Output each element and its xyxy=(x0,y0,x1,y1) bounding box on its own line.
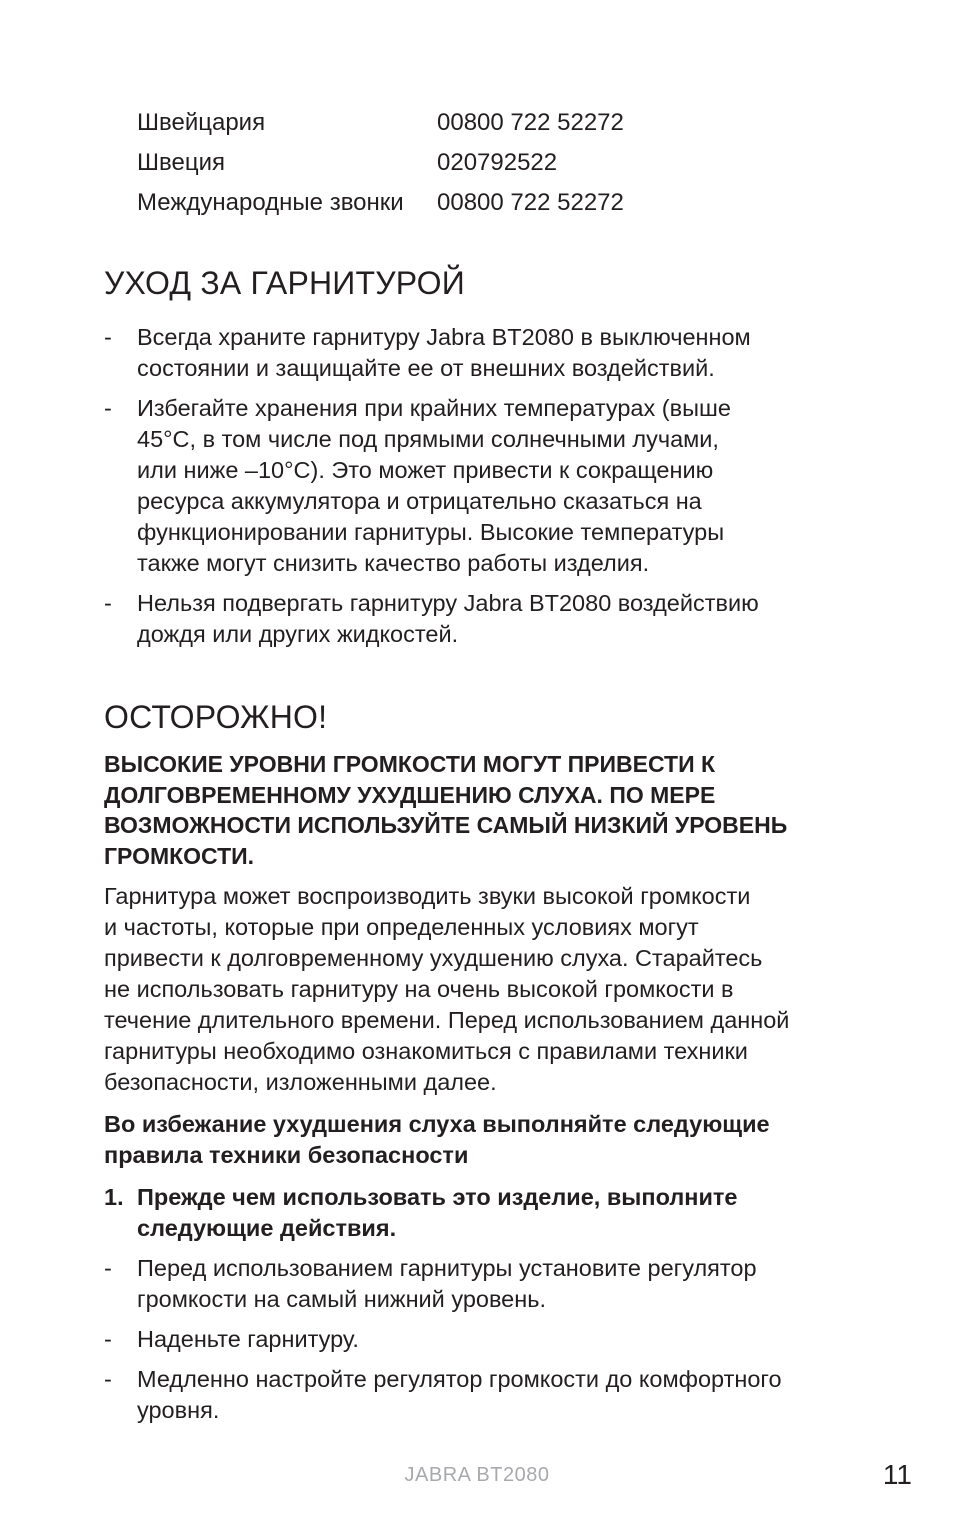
warning-line: ВЫСОКИЕ УРОВНИ ГРОМКОСТИ МОГУТ ПРИВЕСТИ К xyxy=(104,751,716,777)
caution-section-title: ОСТОРОЖНО! xyxy=(104,699,328,735)
safety-steps-list xyxy=(104,1182,864,1426)
list-item xyxy=(104,393,864,579)
list-line: ресурса аккумулятора и отрицательно сказаться на xyxy=(137,488,702,514)
warning-line: ГРОМКОСТИ. xyxy=(104,842,255,869)
paragraph-line: не использовать гарнитуру на очень высокой громкости в xyxy=(104,976,734,1002)
list-line: состоянии и защищайте ее от внешних воздействий. xyxy=(137,355,715,381)
list-line: Наденьте гарнитуру. xyxy=(137,1326,359,1352)
contact-country: Швейцария xyxy=(137,109,266,136)
paragraph-line: течение длительного времени. Перед использованием данной xyxy=(104,1007,790,1033)
list-line: функционировании гарнитуры. Высокие температуры xyxy=(137,519,725,545)
list-line: Перед использованием гарнитуры установите регулятор xyxy=(137,1255,757,1281)
contact-phone: 020792522 xyxy=(437,149,558,176)
list-line: Нельзя подвергать гарнитуру Jabra BT2080 воздействию xyxy=(137,590,759,616)
list-line: громкости на самый нижний уровень. xyxy=(137,1286,547,1312)
step-number: 1. xyxy=(104,1184,124,1210)
paragraph-line: привести к долговременному ухудшению слуха. Старайтесь xyxy=(104,945,763,971)
heading-line: правила техники безопасности xyxy=(104,1142,469,1168)
warning-line: ДОЛГОВРЕМЕННОМУ УХУДШЕНИЮ СЛУХА. ПО МЕРЕ xyxy=(104,781,716,808)
volume-warning xyxy=(104,749,864,871)
paragraph-line: Гарнитура может воспроизводить звуки высокой громкости xyxy=(104,883,751,909)
list-line: дождя или других жидкостей. xyxy=(137,621,459,647)
care-section-title: УХОД ЗА ГАРНИТУРОЙ xyxy=(104,265,465,301)
contact-row xyxy=(137,103,624,143)
bullet-dash: - xyxy=(104,324,112,350)
bullet-dash: - xyxy=(104,1326,112,1352)
page-number: 11 xyxy=(882,1459,912,1490)
heading-line: Во избежание ухудшения слуха выполняйте следующие xyxy=(104,1111,770,1137)
contact-row xyxy=(137,143,624,183)
paragraph-line: и частоты, которые при определенных условиях могут xyxy=(104,914,699,940)
list-item xyxy=(104,1364,864,1426)
list-line: Медленно настройте регулятор громкости до комфортного xyxy=(137,1366,782,1392)
list-item xyxy=(104,588,864,650)
footer-brand: JABRA BT2080 xyxy=(404,1464,550,1486)
list-line: уровня. xyxy=(137,1397,220,1423)
paragraph-line: безопасности, изложенными далее. xyxy=(104,1069,497,1095)
care-list xyxy=(104,322,864,650)
numbered-step xyxy=(104,1182,864,1244)
contact-country: Международные звонки xyxy=(137,189,404,216)
bullet-dash: - xyxy=(104,395,112,421)
list-item xyxy=(104,1324,864,1355)
list-item xyxy=(104,1253,864,1315)
list-line: Избегайте хранения при крайних температурах (выше xyxy=(137,395,731,421)
contacts-table xyxy=(137,103,624,223)
bullet-dash: - xyxy=(104,590,112,616)
safety-rules-heading xyxy=(104,1109,864,1171)
contact-row xyxy=(137,183,624,223)
caution-paragraph xyxy=(104,881,864,1098)
warning-line: ВОЗМОЖНОСТИ ИСПОЛЬЗУЙТЕ САМЫЙ НИЗКИЙ УРОВЕНЬ xyxy=(104,812,788,838)
list-line: 45°C, в том числе под прямыми солнечными лучами, xyxy=(137,426,719,452)
step-line: Прежде чем использовать это изделие, выполните xyxy=(137,1184,738,1210)
bullet-dash: - xyxy=(104,1255,112,1281)
list-item xyxy=(104,322,864,384)
list-line: Всегда храните гарнитуру Jabra BT2080 в выключенном xyxy=(137,324,751,350)
step-line: следующие действия. xyxy=(137,1215,397,1241)
contact-phone: 00800 722 52272 xyxy=(437,189,624,216)
list-line: также могут снизить качество работы изделия. xyxy=(137,550,650,576)
paragraph-line: гарнитуры необходимо ознакомиться с правилами техники xyxy=(104,1038,748,1064)
list-line: или ниже –10°C). Это может привести к сокращению xyxy=(137,457,714,483)
contact-country: Швеция xyxy=(137,149,225,176)
contact-phone: 00800 722 52272 xyxy=(437,109,624,136)
bullet-dash: - xyxy=(104,1366,112,1392)
